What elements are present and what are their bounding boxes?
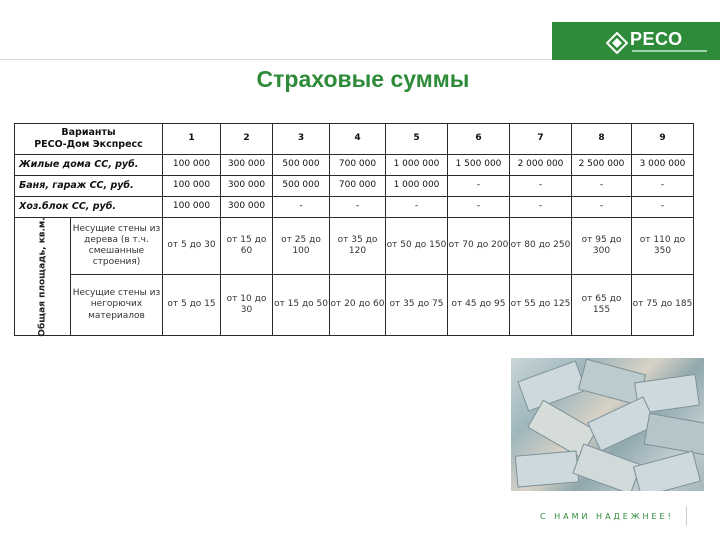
header-col-3: 3 (273, 124, 330, 155)
table-cell: 2 000 000 (510, 155, 572, 176)
table-cell: - (510, 176, 572, 197)
banknotes-photo (511, 358, 704, 491)
wall-type-label: Несущие стены из дерева (в т.ч. смешанные строения) (71, 218, 163, 275)
page-title: Страховые суммы (256, 66, 470, 92)
area-cell: от 55 до 125 (510, 275, 572, 336)
logo-underline (632, 50, 707, 52)
area-cell: от 15 до 60 (221, 218, 273, 275)
company-logo (552, 22, 720, 60)
area-cell: от 45 до 95 (448, 275, 510, 336)
area-cell: от 20 до 60 (330, 275, 386, 336)
area-cell: от 15 до 50 (273, 275, 330, 336)
table-cell: 500 000 (273, 176, 330, 197)
header-col-8: 8 (572, 124, 632, 155)
table-cell: - (572, 176, 632, 197)
area-cell: от 75 до 185 (632, 275, 694, 336)
table-cell: 100 000 (163, 197, 221, 218)
table-cell: - (448, 197, 510, 218)
table-cell: - (632, 197, 694, 218)
row-label: Жилые дома СС, руб. (15, 155, 163, 176)
area-cell: от 10 до 30 (221, 275, 273, 336)
area-label: Общая площадь, кв.м. (36, 216, 47, 337)
header-col-2: 2 (221, 124, 273, 155)
table-row (15, 176, 694, 197)
area-cell: от 35 до 120 (330, 218, 386, 275)
header-col-4: 4 (330, 124, 386, 155)
table-row (15, 155, 694, 176)
table-cell: 700 000 (330, 155, 386, 176)
table-cell: 2 500 000 (572, 155, 632, 176)
wall-type-label: Несущие стены из негорючих материалов (71, 275, 163, 336)
area-cell: от 95 до 300 (572, 218, 632, 275)
area-cell: от 5 до 15 (163, 275, 221, 336)
table-cell: 100 000 (163, 176, 221, 197)
table-cell: 100 000 (163, 155, 221, 176)
table-cell: - (572, 197, 632, 218)
footer-divider (686, 506, 687, 526)
insurance-sums-table-wrapper (14, 123, 694, 336)
table-cell: 700 000 (330, 176, 386, 197)
footer-slogan: С НАМИ НАДЕЖНЕЕ! (540, 512, 674, 521)
header-col-1: 1 (163, 124, 221, 155)
table-cell: 3 000 000 (632, 155, 694, 176)
header-col-6: 6 (448, 124, 510, 155)
header-variants (15, 124, 163, 155)
area-cell: от 5 до 30 (163, 218, 221, 275)
logo-text: РЕСО (630, 29, 683, 49)
table-cell: 1 000 000 (386, 176, 448, 197)
header-variants-label: Варианты РЕСО-Дом Экспресс (34, 127, 143, 150)
table-row (15, 197, 694, 218)
banknote (515, 450, 580, 487)
table-cell: - (330, 197, 386, 218)
header-col-5: 5 (386, 124, 448, 155)
insurance-sums-table (14, 123, 694, 336)
header-col-9: 9 (632, 124, 694, 155)
area-cell: от 70 до 200 (448, 218, 510, 275)
area-cell: от 50 до 150 (386, 218, 448, 275)
header-col-7: 7 (510, 124, 572, 155)
header-row (15, 124, 694, 155)
table-cell: 500 000 (273, 155, 330, 176)
table-cell: 300 000 (221, 155, 273, 176)
table-cell: 300 000 (221, 176, 273, 197)
row-label: Баня, гараж СС, руб. (15, 176, 163, 197)
banknote (572, 443, 641, 491)
reso-emblem-icon (606, 32, 628, 54)
table-cell: - (510, 197, 572, 218)
table-cell: - (448, 176, 510, 197)
area-cell: от 25 до 100 (273, 218, 330, 275)
area-label-cell (15, 218, 71, 336)
area-cell: от 80 до 250 (510, 218, 572, 275)
area-cell: от 110 до 350 (632, 218, 694, 275)
row-label: Хоз.блок СС, руб. (15, 197, 163, 218)
table-cell: 1 000 000 (386, 155, 448, 176)
area-cell: от 35 до 75 (386, 275, 448, 336)
banknote (633, 451, 701, 491)
table-cell: - (386, 197, 448, 218)
table-cell: 300 000 (221, 197, 273, 218)
area-row (15, 275, 694, 336)
area-cell: от 65 до 155 (572, 275, 632, 336)
table-cell: - (273, 197, 330, 218)
table-cell: 1 500 000 (448, 155, 510, 176)
area-row (15, 218, 694, 275)
table-cell: - (632, 176, 694, 197)
banknote (644, 413, 704, 455)
